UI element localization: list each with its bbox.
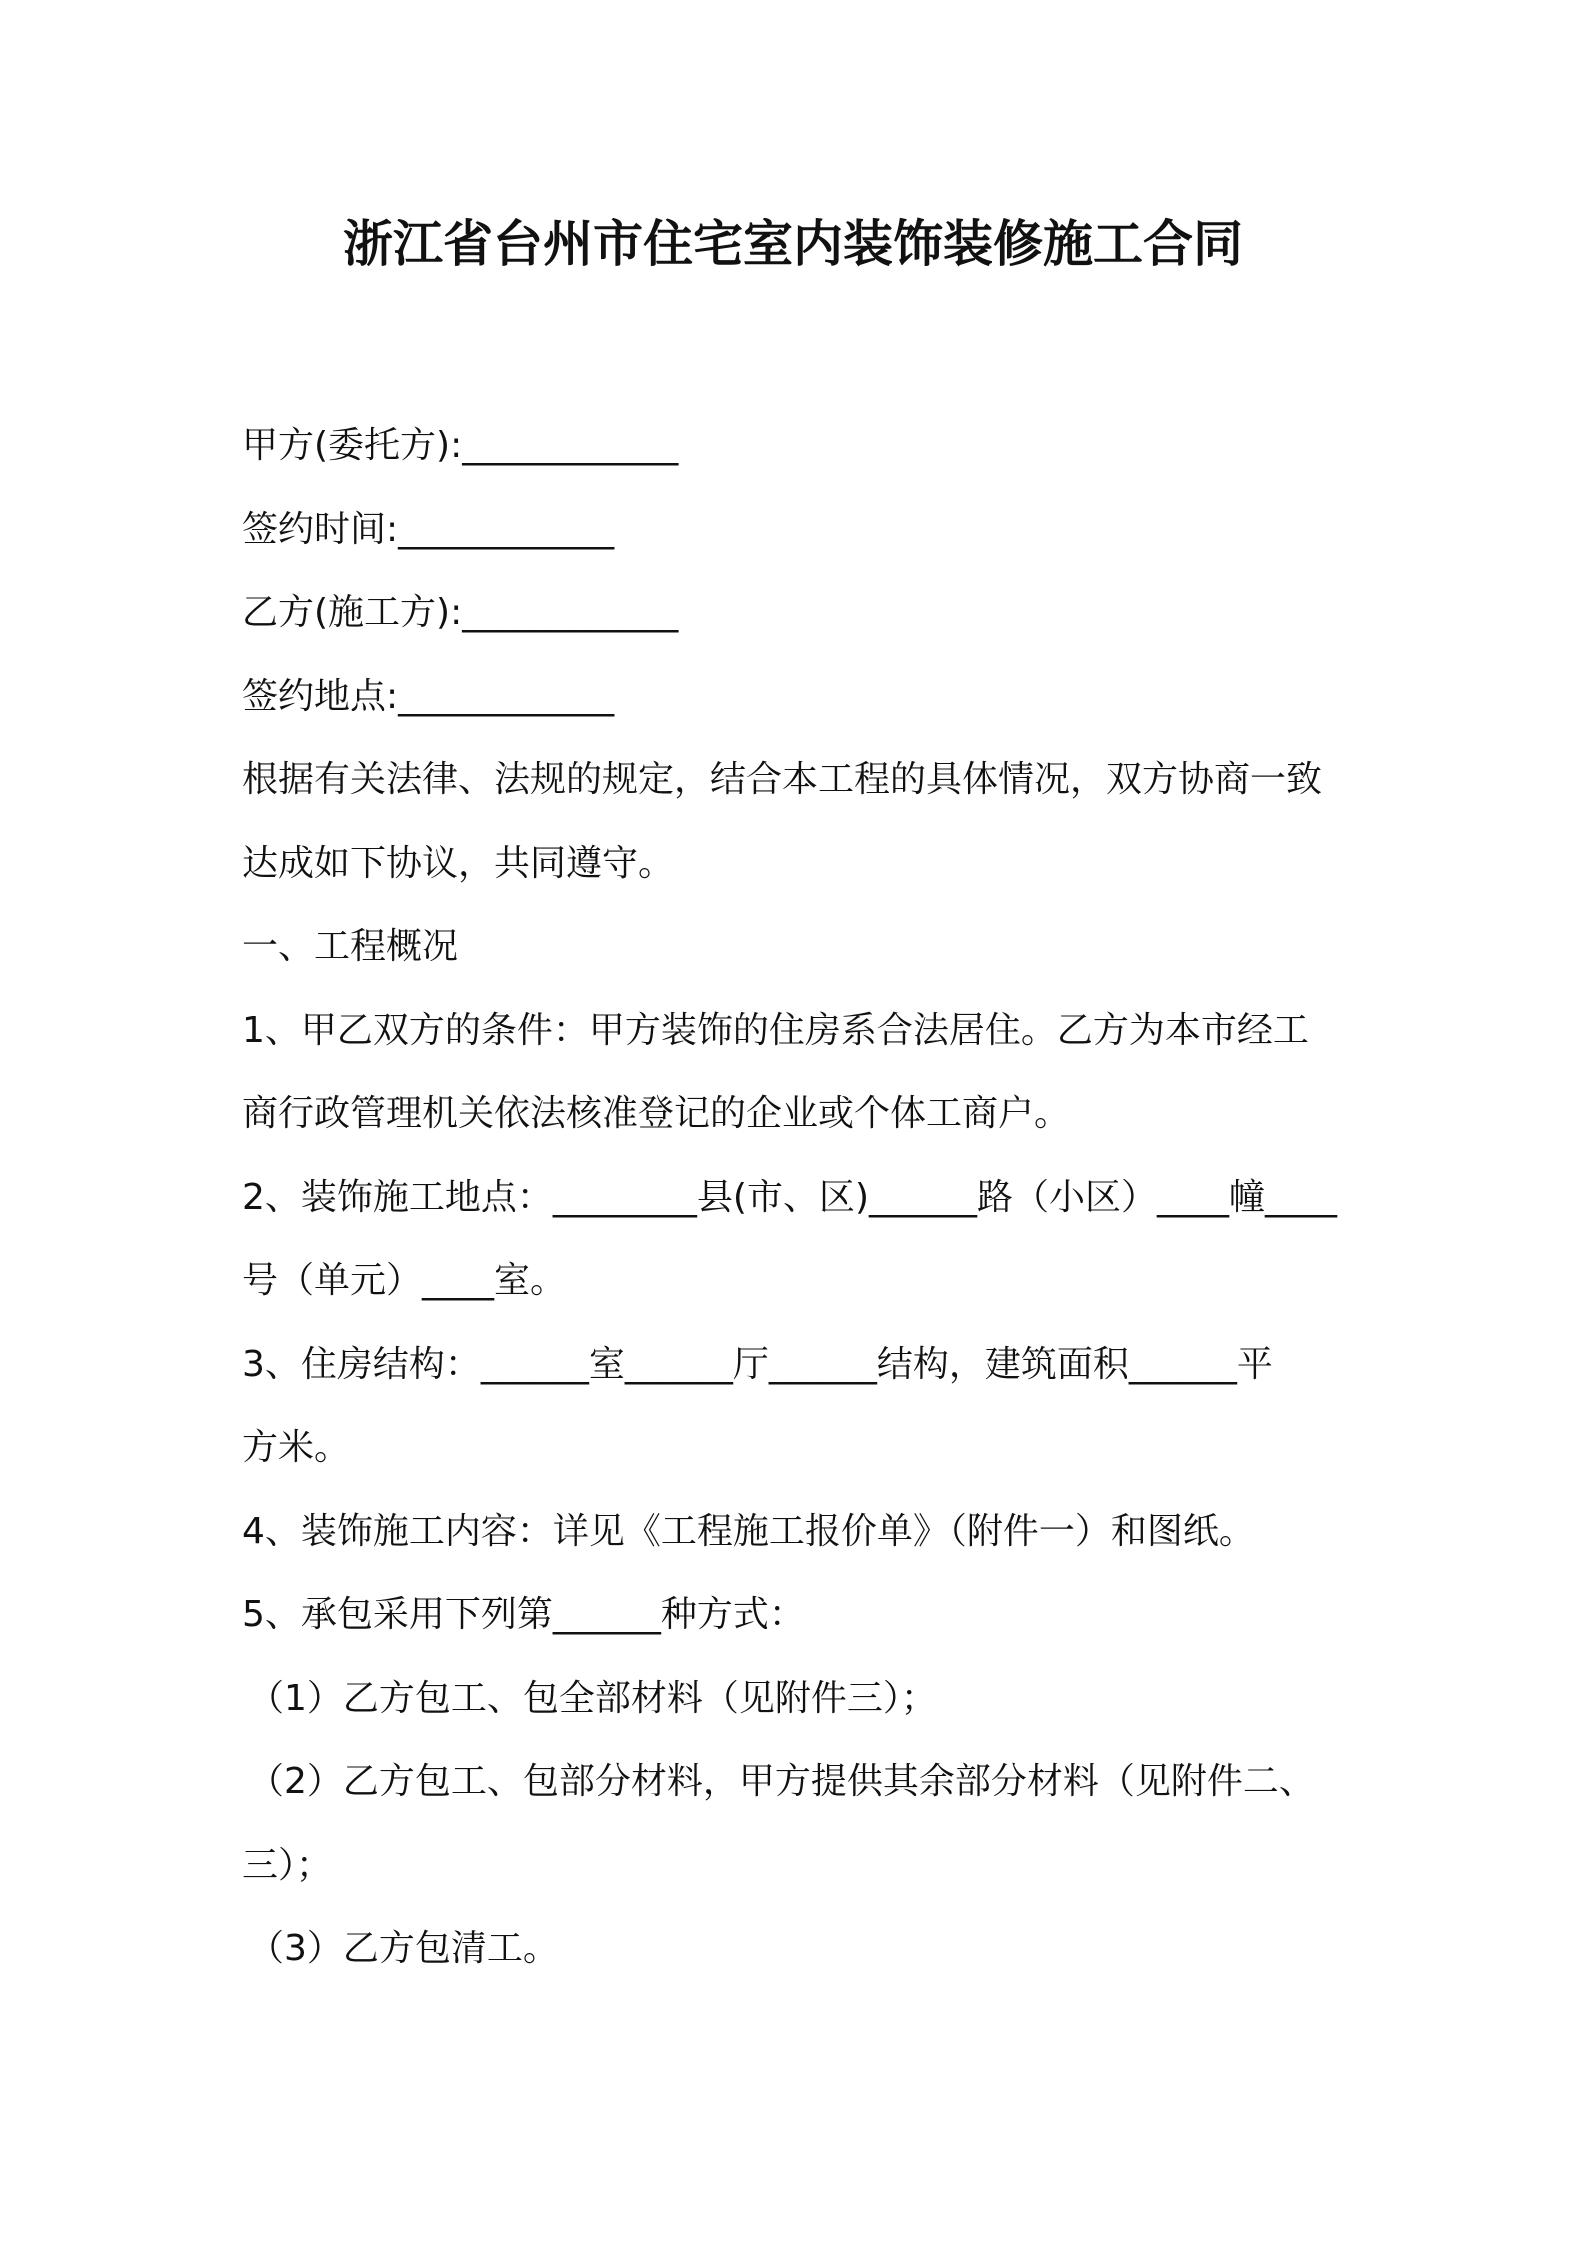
option-2-line-1: （2）乙方包工、包部分材料，甲方提供其余部分材料（见附件二、 [248,1761,1315,1802]
option-2-line-2: 三）； [242,1844,333,1886]
clause-1-line-1: 1、甲乙双方的条件：甲方装饰的住房系合法居住。乙方为本市经工 [242,1009,1309,1051]
clause-2-line-1: 2、装饰施工地点：________县(市、区)______路（小区）____幢____ [242,1176,1337,1218]
clause-3-line-2: 方米。 [242,1427,351,1468]
option-3-line: （3）乙方包清工。 [248,1928,559,1969]
section-heading: 一、工程概况 [242,926,459,967]
document-body [242,404,1362,1991]
preamble-line-1: 根据有关法律、法规的规定，结合本工程的具体情况，双方协商一致 [242,759,1323,800]
signing-time-line: 签约时间:____________ [242,508,615,550]
preamble-line-2: 达成如下协议，共同遵守。 [242,842,675,884]
signing-place-line: 签约地点:____________ [242,675,615,717]
clause-2-line-2: 号（单元）____室。 [242,1260,567,1301]
party-b-line: 乙方(施工方):____________ [242,592,679,633]
clause-3-line-1: 3、住房结构：______室______厅______结构，建筑面积______平 [242,1343,1273,1385]
document-title: 浙江省台州市住宅室内装饰装修施工合同 [343,215,1243,273]
party-a-line: 甲方(委托方):____________ [242,425,679,466]
clause-5-line: 5、承包采用下列第______种方式： [242,1594,805,1635]
clause-4-line: 4、装饰施工内容：详见《工程施工报价单》（附件一）和图纸。 [242,1510,1255,1552]
clause-1-line-2: 商行政管理机关依法核准登记的企业或个体工商户。 [242,1093,1071,1134]
option-1-line: （1）乙方包工、包全部材料（见附件三）； [248,1677,937,1719]
